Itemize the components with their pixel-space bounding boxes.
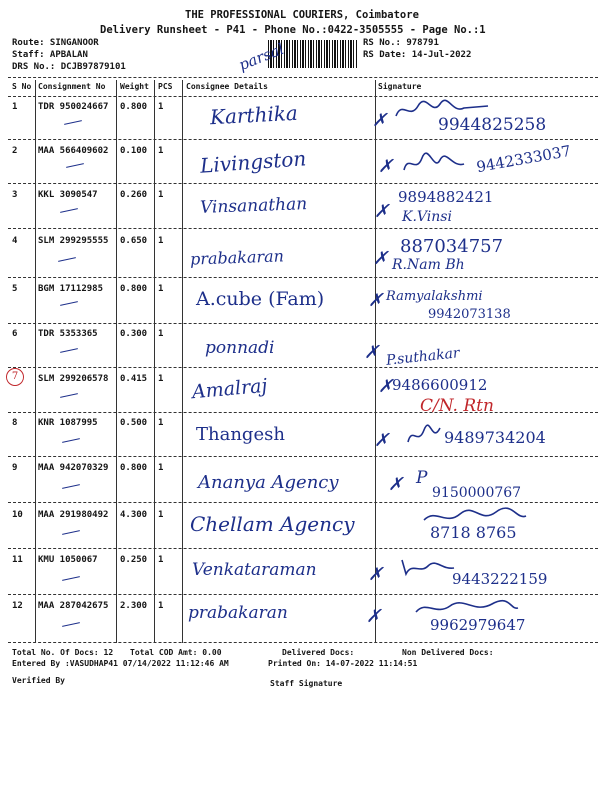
- row-pcs: 1: [158, 510, 164, 520]
- signature-cross: ✗: [372, 110, 388, 131]
- signature-cross: ✗: [374, 201, 390, 222]
- row-sno: 10: [12, 510, 23, 520]
- row-sno: 9: [12, 463, 18, 473]
- row-pcs: 1: [158, 329, 164, 339]
- row-sno: 4: [12, 236, 18, 246]
- row-consignment: KKL 3090547: [38, 190, 98, 200]
- delivered-docs: Delivered Docs:: [282, 648, 355, 657]
- row-consignment: BGM 17112985: [38, 284, 104, 294]
- phone-number: 9442333037: [475, 141, 573, 177]
- col-pcs: PCS: [158, 82, 173, 91]
- row-sno: 5: [12, 284, 18, 294]
- tick-mark: [62, 622, 80, 627]
- red-circle-mark: 7: [6, 368, 24, 386]
- consignee-name: Karthika: [209, 100, 299, 130]
- phone-number: 887034757: [400, 236, 504, 257]
- signature-cross: ✗: [368, 564, 384, 585]
- consignee-name: A.cube (Fam): [196, 288, 325, 310]
- row-pcs: 1: [158, 284, 164, 294]
- consignee-name: Chellam Agency: [190, 512, 355, 536]
- row-consignment: TDR 950024667: [38, 102, 109, 112]
- staff-signature: Staff Signature: [270, 679, 343, 688]
- signature-scribble: [400, 150, 470, 178]
- phone-number: 9443222159: [452, 570, 548, 588]
- row-divider: [8, 228, 598, 229]
- signature-cross: ✗: [378, 156, 394, 177]
- column-divider: [35, 80, 36, 643]
- row-pcs: 1: [158, 418, 164, 428]
- signature-scribble: [412, 598, 522, 618]
- row-divider: [8, 502, 598, 503]
- tick-mark: [62, 438, 80, 443]
- tick-mark: [62, 576, 80, 581]
- tick-mark: [62, 530, 80, 535]
- printed-on: Printed On: 14-07-2022 11:14:51: [268, 659, 418, 668]
- col-consignee: Consignee Details: [186, 82, 268, 91]
- row-sno: 2: [12, 146, 18, 156]
- column-divider: [182, 80, 183, 643]
- row-consignment: TDR 5353365: [38, 329, 98, 339]
- total-docs: Total No. Of Docs: 12: [12, 648, 114, 657]
- signature-cross: ✗: [364, 342, 380, 363]
- row-divider: [8, 412, 598, 413]
- receiver-name: P.suthakar: [385, 345, 461, 369]
- row-weight: 0.250: [120, 555, 148, 565]
- row-sno: 8: [12, 418, 18, 428]
- phone-number: 8718 8765: [430, 523, 517, 542]
- handwritten-parcel-note: parsal: [236, 39, 287, 75]
- row-sno: 11: [12, 555, 23, 565]
- signature-cross: ✗: [366, 606, 382, 627]
- rs-date: RS Date: 14-Jul-2022: [363, 50, 472, 60]
- row-divider: [8, 548, 598, 549]
- row-pcs: 1: [158, 463, 164, 473]
- phone-number: 9489734204: [444, 428, 546, 447]
- row-sno: 3: [12, 190, 18, 200]
- row-weight: 2.300: [120, 601, 148, 611]
- col-sno: S No: [12, 82, 32, 91]
- table-bottom-rule: [8, 642, 598, 643]
- tick-mark: [66, 163, 84, 168]
- phone-number: 9486600912: [392, 376, 488, 394]
- row-weight: 0.800: [120, 284, 148, 294]
- row-sno: 1: [12, 102, 18, 112]
- phone-number: 9942073138: [428, 307, 511, 322]
- signature-scribble: [404, 422, 444, 448]
- drs-number: DRS No.: DCJB97879101: [12, 62, 126, 72]
- row-sno: 6: [12, 329, 18, 339]
- row-weight: 4.300: [120, 510, 148, 520]
- row-pcs: 1: [158, 374, 164, 384]
- row-weight: 0.500: [120, 418, 148, 428]
- col-consignment: Consignment No: [38, 82, 106, 91]
- non-delivered-docs: Non Delivered Docs:: [402, 648, 494, 657]
- entered-by: Entered By :VASUDHAP41 07/14/2022 11:12:46 AM: [12, 659, 229, 668]
- signature-cross: ✗: [374, 430, 390, 451]
- row-consignment: SLM 299295555: [38, 236, 109, 246]
- row-weight: 0.800: [120, 102, 148, 112]
- header-bottom-rule: [8, 96, 598, 97]
- row-divider: [8, 139, 598, 140]
- company-title: THE PROFESSIONAL COURIERS, Coimbatore: [185, 9, 419, 21]
- signature-cross: ✗: [378, 376, 394, 397]
- consignee-name: Livingston: [199, 146, 307, 178]
- row-divider: [8, 277, 598, 278]
- consignee-name: Thangesh: [196, 424, 285, 445]
- receiver-name: R.Nam Bh: [392, 257, 465, 273]
- row-pcs: 1: [158, 102, 164, 112]
- consignee-name: Venkataraman: [192, 560, 317, 580]
- consignee-name: Amalraj: [191, 374, 269, 404]
- row-sno: 12: [12, 601, 23, 611]
- tick-mark: [60, 208, 78, 213]
- row-weight: 0.300: [120, 329, 148, 339]
- phone-number: 9150000767: [432, 485, 522, 501]
- consignee-name: prabakaran: [189, 246, 285, 269]
- signature-cross: ✗: [388, 474, 404, 495]
- row-pcs: 1: [158, 146, 164, 156]
- consignee-name: prabakaran: [188, 603, 288, 623]
- runsheet-title: Delivery Runsheet - P41 - Phone No.:0422-3505555 - Page No.:1: [100, 24, 486, 36]
- row-consignment: MAA 942070329: [38, 463, 109, 473]
- rs-number: RS No.: 978791: [363, 38, 439, 48]
- row-consignment: MAA 287042675: [38, 601, 109, 611]
- row-consignment: KMU 1050067: [38, 555, 98, 565]
- row-weight: 0.650: [120, 236, 148, 246]
- receiver-name: K.Vinsi: [402, 209, 452, 225]
- receiver-name: Ramyalakshmi: [386, 289, 483, 304]
- phone-number: 9962979647: [430, 616, 526, 634]
- receiver-initial: P: [416, 468, 428, 488]
- row-divider: [8, 323, 598, 324]
- staff-label: Staff: APBALAN: [12, 50, 88, 60]
- row-divider: [8, 183, 598, 184]
- row-weight: 0.800: [120, 463, 148, 473]
- signature-cross: ✗: [368, 290, 384, 311]
- row-weight: 0.260: [120, 190, 148, 200]
- return-remark: C/N. Rtn: [420, 396, 494, 416]
- tick-mark: [64, 120, 82, 125]
- row-consignment: KNR 1087995: [38, 418, 98, 428]
- tick-mark: [60, 393, 78, 398]
- signature-cross: ✗: [373, 248, 389, 269]
- consignee-name: Ananya Agency: [198, 472, 339, 493]
- total-cod: Total COD Amt: 0.00: [130, 648, 222, 657]
- row-pcs: 1: [158, 601, 164, 611]
- row-weight: 0.415: [120, 374, 148, 384]
- column-divider: [154, 80, 155, 643]
- col-weight: Weight: [120, 82, 149, 91]
- header-rule: [8, 77, 598, 78]
- consignee-name: ponnadi: [205, 338, 275, 358]
- row-divider: [8, 367, 598, 368]
- phone-number: 9944825258: [438, 115, 547, 135]
- col-signature: Signature: [378, 82, 422, 91]
- column-divider: [116, 80, 117, 643]
- tick-mark: [62, 484, 80, 489]
- row-consignment: SLM 299206578: [38, 374, 109, 384]
- row-divider: [8, 594, 598, 595]
- consignee-name: Vinsanathan: [199, 194, 308, 218]
- tick-mark: [60, 348, 78, 353]
- row-divider: [8, 456, 598, 457]
- phone-number: 9894882421: [398, 188, 494, 206]
- tick-mark: [60, 301, 78, 306]
- route-label: Route: SINGANOOR: [12, 38, 99, 48]
- row-pcs: 1: [158, 555, 164, 565]
- signature-scribble: [398, 556, 458, 578]
- row-pcs: 1: [158, 236, 164, 246]
- row-consignment: MAA 566409602: [38, 146, 109, 156]
- row-consignment: MAA 291980492: [38, 510, 109, 520]
- row-pcs: 1: [158, 190, 164, 200]
- row-weight: 0.100: [120, 146, 148, 156]
- verified-by: Verified By: [12, 676, 65, 685]
- tick-mark: [58, 257, 76, 262]
